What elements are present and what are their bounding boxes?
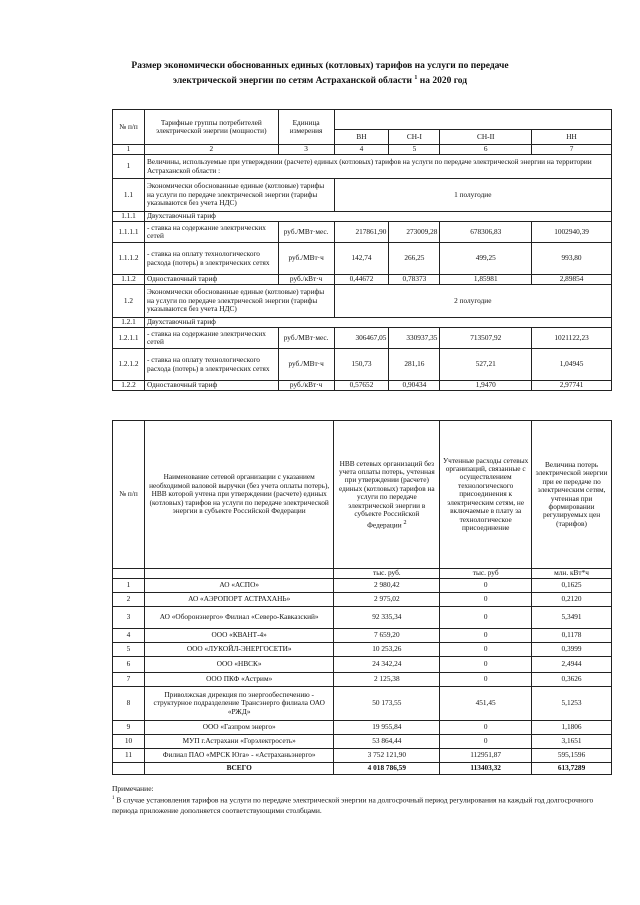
footnote-text: $^1$ В случае установления тарифов на услуги по передаче электрической энергии на долгосрочный период регулирования на каждый год долгосрочного периода приложение дополняется соответствующими столбцами. [112, 795, 594, 815]
document-title [80, 60, 560, 87]
col-header-num: № п/п [113, 421, 145, 569]
table-row: 9 ООО «Газпром энерго» 19 955,84 0 1,1806 [113, 721, 612, 735]
table-row: 1.2.1.2 - ставка на оплату технологического расхода (потерь) в электрических сетях руб./МВт·ч 150,73 281,16 527,21 1,04945 [113, 349, 612, 381]
tariff-header-row [113, 110, 612, 130]
col-header-losses: Величина потерь электрической энергии при ее передаче по электрическим сетям, учтенная при формировании регулируемых цен (тарифов) [532, 421, 612, 569]
table-row: 1.2.1 Двухставочный тариф [113, 318, 612, 328]
table-row: 6 ООО «НВСК» 24 342,24 0 2,4944 [113, 657, 612, 673]
units-row: тыс. руб. тыс. руб млн. кВт*ч [113, 569, 612, 579]
table-row: 1 АО «АСПО» 2 980,42 0 0,1625 [113, 579, 612, 593]
col-header-org: Наименование сетевой организации с указанием необходимой валовой выручки (без учета оплаты потерь), НВВ которой учтена при утверждении (расчете) единых (котловых) тарифов на услуги по передаче электрической энергии в субъекте Российской Федерации [144, 421, 334, 569]
col-header-vn: ВН [334, 130, 389, 145]
table-row: 1.2.2 Одноставочный тариф руб./кВт·ч 0,57652 0,90434 1,9470 2,97741 [113, 381, 612, 391]
table-row: 1.2 Экономически обоснованные единые (котловые) тарифы на услуги по передаче электрической энергии (тарифы указываются без учета НДС) 2 полугодие [113, 285, 612, 318]
total-nvv: 4 018 786,59 [334, 763, 440, 775]
footnote [112, 784, 620, 816]
table-row: 1.1.2 Одноставочный тариф руб./кВт·ч 0,44672 0,78373 1,85981 2,89854 [113, 275, 612, 285]
table-row: 1.2.1.1 - ставка на содержание электрических сетей руб./МВт·мес. 306467,05 330937,35 713507,92 1021122,23 [113, 328, 612, 349]
table-row: 11 Филиал ПАО «МРСК Юга» - «Астраханьэнерго» 3 752 121,90 112951,87 595,1596 [113, 749, 612, 763]
col-header-nn: НН [532, 130, 612, 145]
total-label: ВСЕГО [144, 763, 334, 775]
period-label: 1 полугодие [334, 179, 611, 212]
total-losses: 613,7289 [532, 763, 612, 775]
table-row: 1.1.1 Двухставочный тариф [113, 212, 612, 222]
table-row: 1.1.1.1 - ставка на содержание электрических сетей руб./МВт·мес. 217861,90 273009,28 678306,83 1002940,39 [113, 222, 612, 243]
col-header-unit: Единица измерения [278, 110, 334, 145]
table-row: 5 ООО «ЛУКОЙЛ-ЭНЕРГОСЕТИ» 10 253,26 0 0,3999 [113, 643, 612, 657]
total-expenses: 113403,32 [440, 763, 532, 775]
footnote-label: Примечание: [112, 784, 154, 793]
col-header-num: № п/п [113, 110, 145, 145]
table-row: 7 ООО ПКФ «Астрим» 2 125,38 0 0,3626 [113, 673, 612, 687]
col-header-levels-blank [334, 110, 611, 130]
title-footnote-mark: 1 [414, 75, 418, 81]
title-line-2: электрической энергии по сетям Астраханской области $^1$ на 2020 год [172, 75, 468, 87]
col-header-group: Тарифные группы потребителей электрической энергии (мощности) [144, 110, 278, 145]
title-line-1: Размер экономически обоснованных единых (котловых) тарифов на услуги по передаче [131, 61, 509, 71]
col-header-expenses: Учтенные расходы сетевых организаций, связанные с осуществлением технологического присоединения к электрическим сетям, не включаемые в плату за технологическое присоединение [440, 421, 532, 569]
period-label: 2 полугодие [334, 285, 611, 318]
col-header-nvv: НВВ сетевых организаций без учета оплаты потерь, учтенная при утверждении (расчете) единых (котловых) тарифов на услуги по передаче электрической энергии в субъекте Российской Федерации $^2$ [334, 421, 440, 569]
org-header-row [113, 421, 612, 569]
col-header-sn1: СН-I [389, 130, 440, 145]
network-organizations-table [112, 420, 612, 775]
table-row: 1.1 Экономически обоснованные единые (котловые) тарифы на услуги по передаче электрической энергии (тарифы указываются без учета НДС) 1 полугодие [113, 179, 612, 212]
column-index-row: 1 2 3 4 5 6 7 [113, 145, 612, 155]
col-header-sn2: СН-II [440, 130, 532, 145]
table-row: 2 АО «АЭРОПОРТ АСТРАХАНЬ» 2 975,02 0 0,2120 [113, 593, 612, 607]
table-row: 10 МУП г.Астрахани «Горэлектросеть» 53 864,44 0 3,1651 [113, 735, 612, 749]
total-row [113, 763, 612, 775]
table-row: 8 Приволжская дирекция по энергообеспечению - структурное подразделение Трансэнерго филиала ОАО «РЖД» 50 173,55 451,45 5,1253 [113, 687, 612, 721]
table-row: 3 АО «Оборонэнерго» Филиал «Северо-Кавказский» 92 335,34 0 5,3491 [113, 607, 612, 629]
table-row: 1.1.1.2 - ставка на оплату технологического расхода (потерь) в электрических сетях руб./МВт·ч 142,74 266,25 499,25 993,80 [113, 243, 612, 275]
tariff-table [112, 109, 612, 391]
table-row: 4 ООО «КВАНТ-4» 7 659,20 0 0,1178 [113, 629, 612, 643]
table-row: 1 Величины, используемые при утверждении (расчете) единых (котловых) тарифов на услуги по передаче электрической энергии на территории Астраханской области : [113, 155, 612, 179]
